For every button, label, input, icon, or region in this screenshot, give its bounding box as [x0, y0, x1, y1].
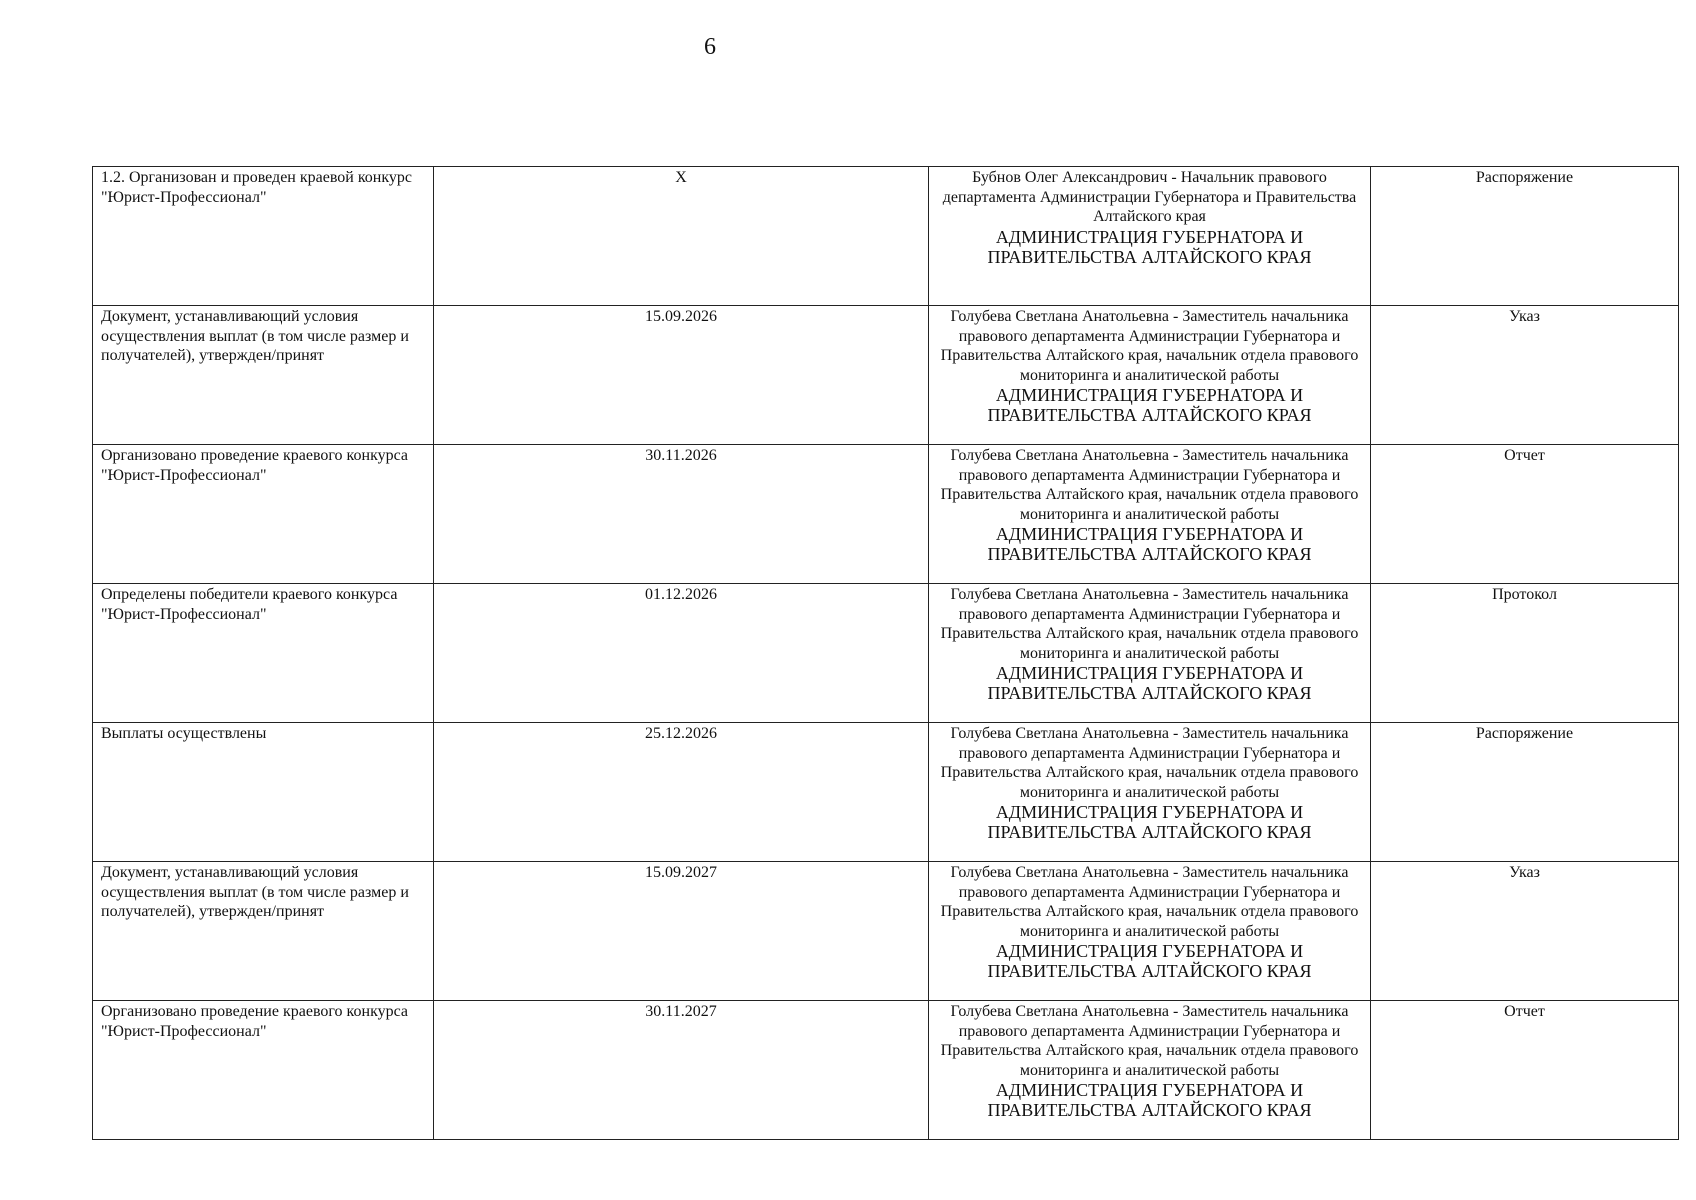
- event-cell: 1.2. Организован и проведен краевой конкурс "Юрист-Профессионал": [93, 167, 434, 306]
- document-type-cell: Указ: [1371, 862, 1679, 1001]
- document-type-cell: Отчет: [1371, 445, 1679, 584]
- organization-name: АДМИНИСТРАЦИЯ ГУБЕРНАТОРА И ПРАВИТЕЛЬСТВА АЛТАЙСКОГО КРАЯ: [987, 663, 1312, 703]
- event-cell: Определены победители краевого конкурса "Юрист-Профессионал": [93, 584, 434, 723]
- table-row: [93, 445, 1679, 584]
- document-type-cell: Отчет: [1371, 1001, 1679, 1140]
- event-cell: Организовано проведение краевого конкурса "Юрист-Профессионал": [93, 445, 434, 584]
- responsible-person: Голубева Светлана Анатольевна - Заместитель начальника правового департамента Администрации Губернатора и Правительства Алтайского края, начальник отдела правового мониторинга и аналитической работы: [940, 308, 1359, 384]
- event-cell: Документ, устанавливающий условия осуществления выплат (в том числе размер и получателей), утвержден/принят: [93, 306, 434, 445]
- responsible-person: Голубева Светлана Анатольевна - Заместитель начальника правового департамента Администрации Губернатора и Правительства Алтайского края, начальник отдела правового мониторинга и аналитической работы: [940, 586, 1359, 662]
- event-cell: Организовано проведение краевого конкурса "Юрист-Профессионал": [93, 1001, 434, 1140]
- table-row: [93, 862, 1679, 1001]
- date-cell: X: [434, 167, 929, 306]
- responsible-cell: [929, 723, 1371, 862]
- organization-name: АДМИНИСТРАЦИЯ ГУБЕРНАТОРА И ПРАВИТЕЛЬСТВА АЛТАЙСКОГО КРАЯ: [987, 941, 1312, 981]
- table-row: [93, 584, 1679, 723]
- organization-name: АДМИНИСТРАЦИЯ ГУБЕРНАТОРА И ПРАВИТЕЛЬСТВА АЛТАЙСКОГО КРАЯ: [987, 226, 1312, 267]
- table-row: [93, 306, 1679, 445]
- organization-name: АДМИНИСТРАЦИЯ ГУБЕРНАТОРА И ПРАВИТЕЛЬСТВА АЛТАЙСКОГО КРАЯ: [987, 385, 1312, 425]
- date-cell: 01.12.2026: [434, 584, 929, 723]
- document-type-cell: Указ: [1371, 306, 1679, 445]
- organization-name: АДМИНИСТРАЦИЯ ГУБЕРНАТОРА И ПРАВИТЕЛЬСТВА АЛТАЙСКОГО КРАЯ: [987, 524, 1312, 564]
- responsible-person: Голубева Светлана Анатольевна - Заместитель начальника правового департамента Администрации Губернатора и Правительства Алтайского края, начальник отдела правового мониторинга и аналитической работы: [940, 864, 1359, 940]
- responsible-person: Голубева Светлана Анатольевна - Заместитель начальника правового департамента Администрации Губернатора и Правительства Алтайского края, начальник отдела правового мониторинга и аналитической работы: [940, 725, 1359, 801]
- organization-name: АДМИНИСТРАЦИЯ ГУБЕРНАТОРА И ПРАВИТЕЛЬСТВА АЛТАЙСКОГО КРАЯ: [987, 802, 1312, 842]
- date-cell: 30.11.2027: [434, 1001, 929, 1140]
- responsible-cell: [929, 862, 1371, 1001]
- document-type-cell: Распоряжение: [1371, 723, 1679, 862]
- plan-table-body: [93, 167, 1679, 1140]
- event-cell: Документ, устанавливающий условия осуществления выплат (в том числе размер и получателей), утвержден/принят: [93, 862, 434, 1001]
- page-number: 6: [704, 34, 716, 60]
- responsible-cell: [929, 1001, 1371, 1140]
- responsible-person: Голубева Светлана Анатольевна - Заместитель начальника правового департамента Администрации Губернатора и Правительства Алтайского края, начальник отдела правового мониторинга и аналитической работы: [940, 1003, 1359, 1079]
- responsible-cell: [929, 445, 1371, 584]
- plan-table-container: [92, 166, 1678, 1140]
- date-cell: 25.12.2026: [434, 723, 929, 862]
- responsible-cell: [929, 306, 1371, 445]
- responsible-person: Голубева Светлана Анатольевна - Заместитель начальника правового департамента Администрации Губернатора и Правительства Алтайского края, начальник отдела правового мониторинга и аналитической работы: [940, 447, 1359, 523]
- date-cell: 15.09.2026: [434, 306, 929, 445]
- table-row: [93, 167, 1679, 306]
- event-cell: Выплаты осуществлены: [93, 723, 434, 862]
- responsible-cell: [929, 584, 1371, 723]
- document-type-cell: Протокол: [1371, 584, 1679, 723]
- table-row: [93, 723, 1679, 862]
- table-row: [93, 1001, 1679, 1140]
- document-type-cell: Распоряжение: [1371, 167, 1679, 306]
- plan-table: [92, 166, 1679, 1140]
- responsible-person: Бубнов Олег Александрович - Начальник правового департамента Администрации Губернатора и Правительства Алтайского края: [942, 169, 1357, 225]
- responsible-cell: [929, 167, 1371, 306]
- date-cell: 30.11.2026: [434, 445, 929, 584]
- organization-name: АДМИНИСТРАЦИЯ ГУБЕРНАТОРА И ПРАВИТЕЛЬСТВА АЛТАЙСКОГО КРАЯ: [987, 1080, 1312, 1120]
- date-cell: 15.09.2027: [434, 862, 929, 1001]
